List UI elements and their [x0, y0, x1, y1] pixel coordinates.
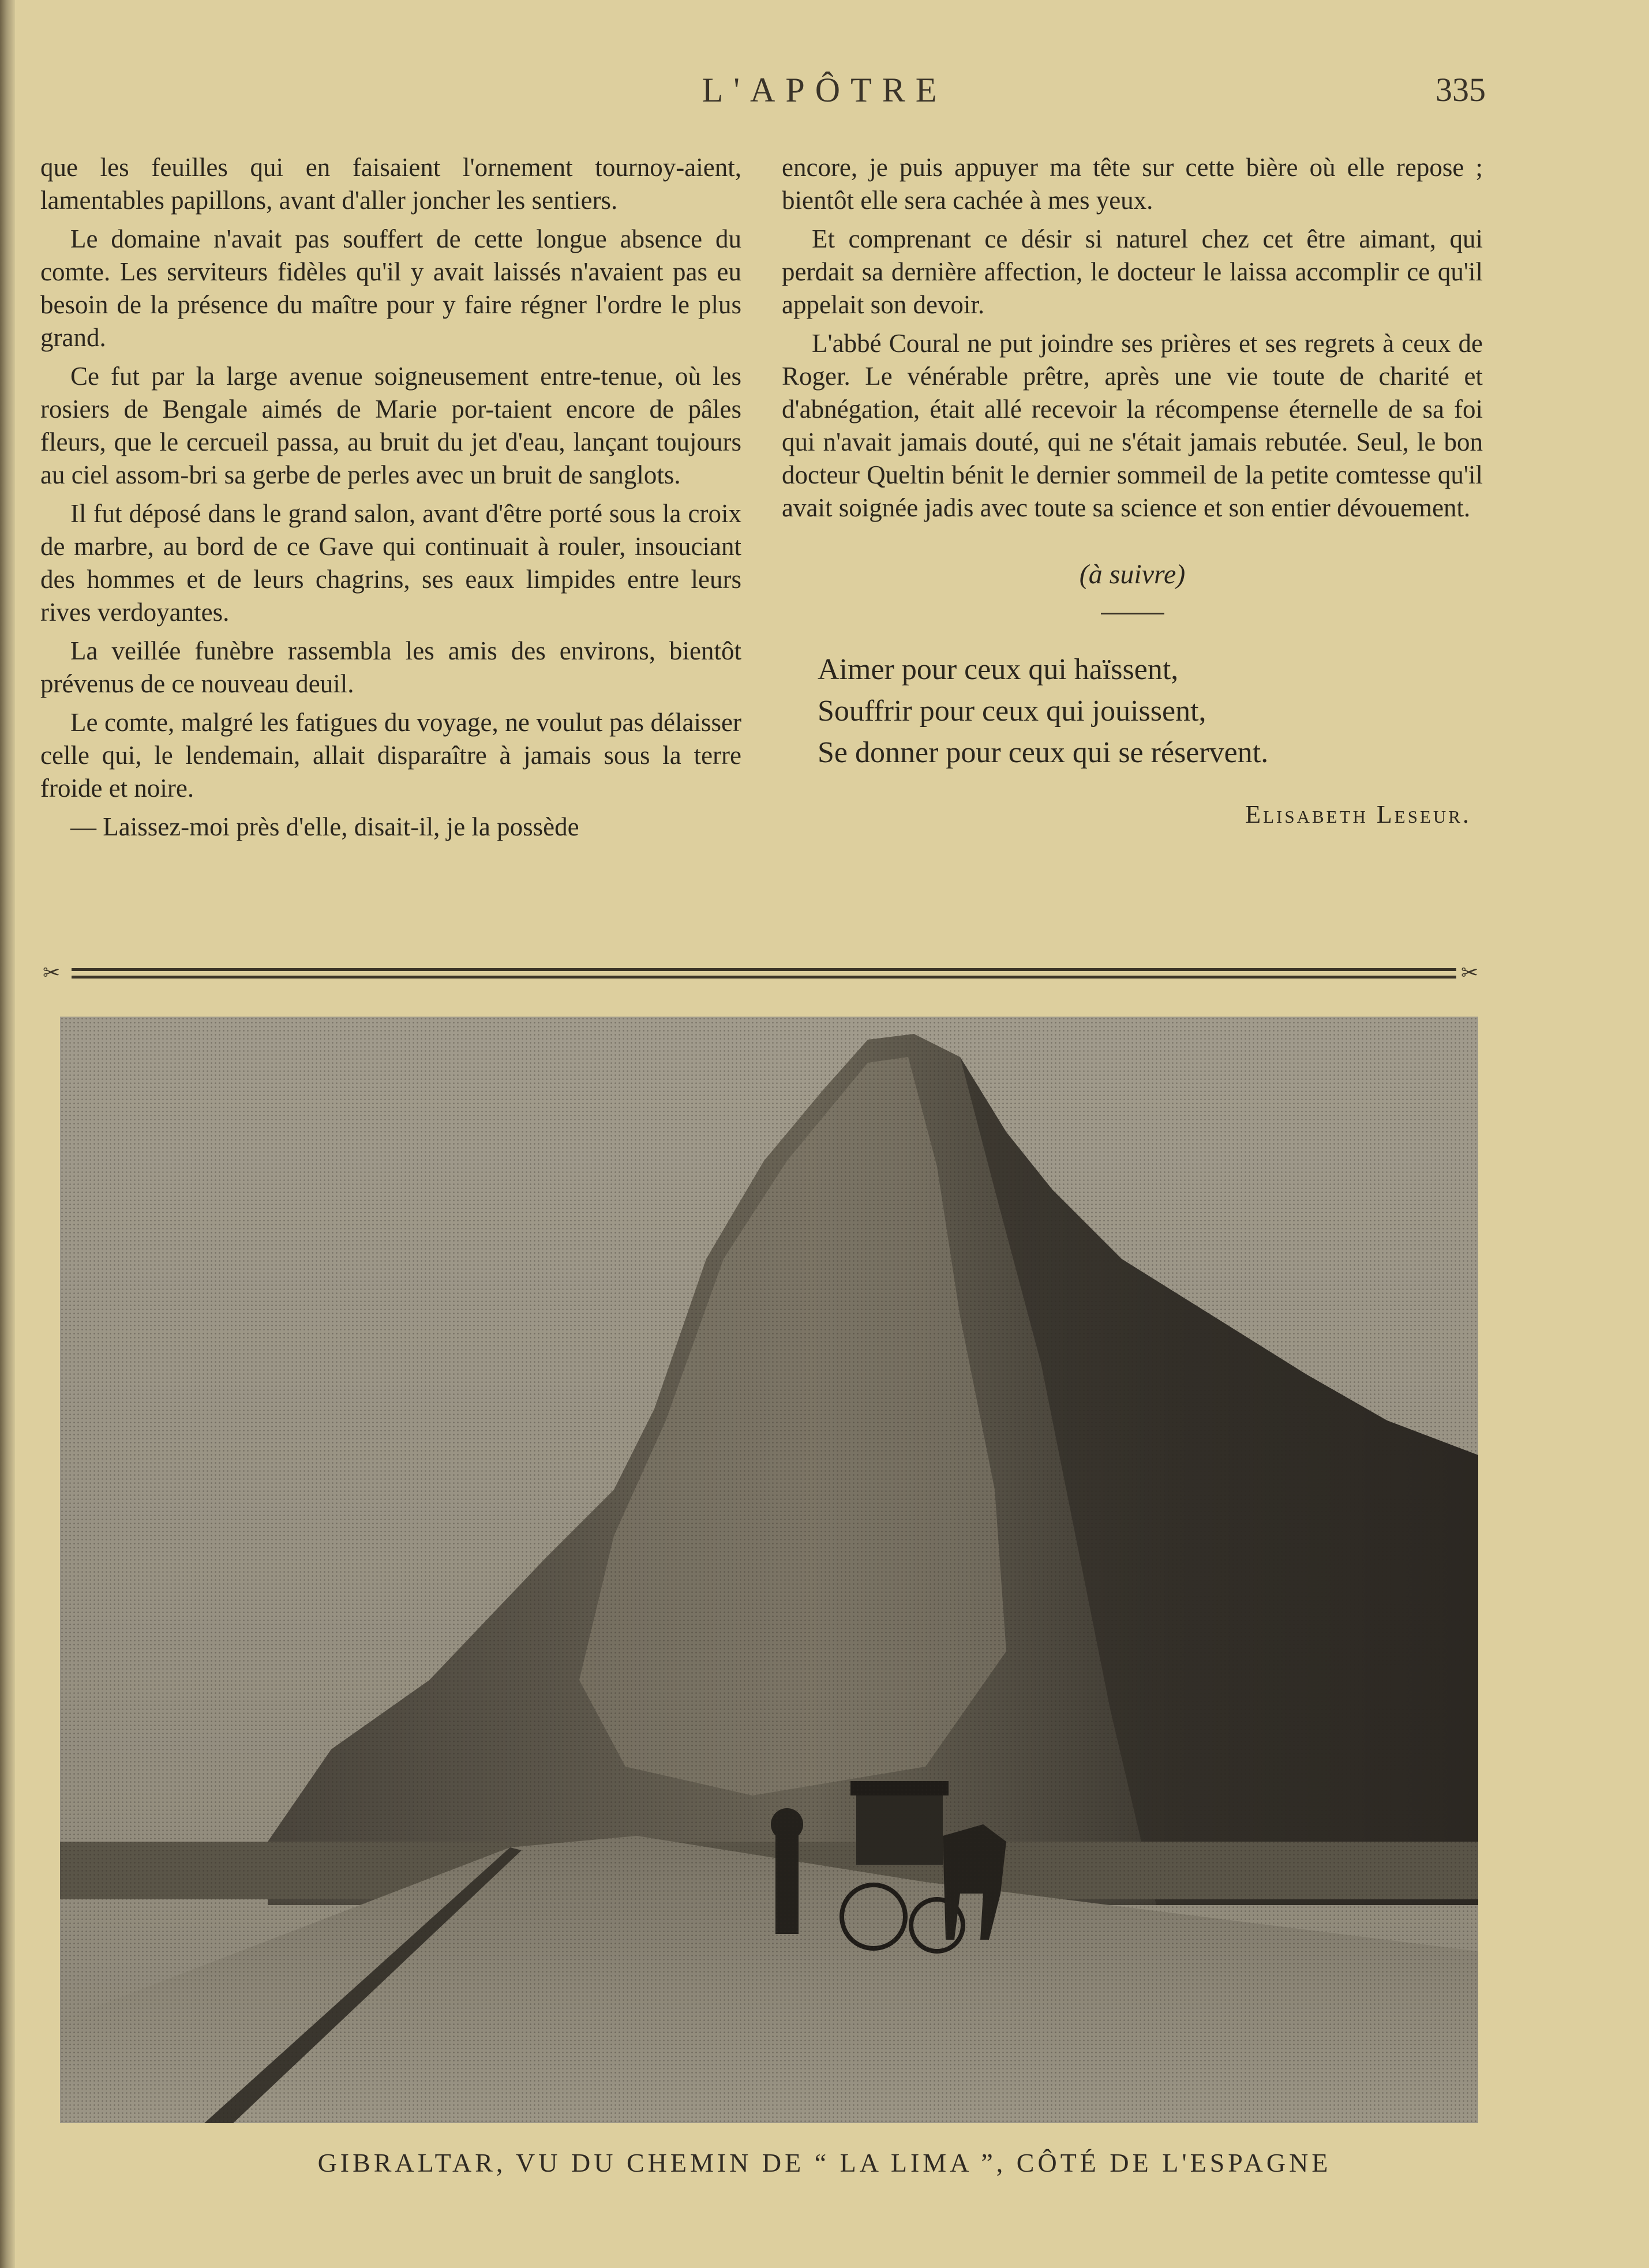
paragraph: Ce fut par la large avenue soigneusement entre-tenue, où les rosiers de Bengale aimés de Marie por-taient encore de pâles fleurs, que le cercueil passa, au bruit du jet d'eau, lançant toujours au ciel assom-bri sa gerbe de perles avec un bruit de sanglots. [40, 362, 741, 489]
halftone-screen [60, 1017, 1478, 2123]
right-column [782, 151, 1483, 831]
poem-line: Souffrir pour ceux qui jouissent, [818, 695, 1206, 728]
poem-line: Se donner pour ceux qui se réservent. [818, 736, 1269, 769]
author-signature: Elisabeth Leseur. [1245, 800, 1471, 829]
paragraph: Et comprenant ce désir si naturel chez cet être aimant, qui perdait sa dernière affection, le docteur le laissa accomplir ce qu'il appelait son devoir. [782, 224, 1483, 319]
section-divider [1101, 613, 1164, 614]
fleuron-right-icon: ✂ [1461, 961, 1479, 985]
to-be-continued: (à suivre) [1079, 559, 1186, 590]
paragraph: — Laissez-moi près d'elle, disait-il, je la possède [70, 812, 579, 841]
rule-line [72, 976, 1456, 979]
paragraph: L'abbé Coural ne put joindre ses prières et ses regrets à ceux de Roger. Le vénérable prêtre, après une vie toute de charité et d'abnégation, était allé recevoir la récompense éternelle de sa foi qui n'avait jamais douté, qui ne s'était jamais rebutée. Seul, le bon docteur Queltin bénit le dernier sommeil de la petite comtesse qu'il avait soignée jadis avec toute sa science et son entier dévouement. [782, 329, 1483, 522]
paragraph: Il fut déposé dans le grand salon, avant d'être porté sous la croix de marbre, au bord de ce Gave qui continuait à rouler, insouciant des hommes et de leurs chagrins, ses eaux limpides entre leurs rives verdoyantes. [40, 499, 741, 627]
fleuron-left-icon: ✂ [43, 961, 61, 985]
page-number: 335 [1436, 71, 1486, 108]
gibraltar-photograph [60, 1017, 1478, 2123]
poem-line: Aimer pour ceux qui haïssent, [818, 653, 1179, 686]
paragraph: encore, je puis appuyer ma tête sur cette bière où elle repose ; bientôt elle sera cachée à mes yeux. [782, 153, 1483, 215]
paragraph: La veillée funèbre rassembla les amis des environs, bientôt prévenus de ce nouveau deuil. [40, 636, 741, 698]
paragraph: Le domaine n'avait pas souffert de cette longue absence du comte. Les serviteurs fidèles qu'il y avait laissés n'avaient pas eu besoin de la présence du maître pour y faire régner l'ordre le plus grand. [40, 224, 741, 352]
poem [818, 649, 1483, 774]
paragraph: que les feuilles qui en faisaient l'ornement tournoy-aient, lamentables papillons, avant d'aller joncher les sentiers. [40, 153, 741, 215]
photo-caption: GIBRALTAR, VU DU CHEMIN DE “ LA LIMA ”, CÔTÉ DE L'ESPAGNE [317, 2148, 1332, 2177]
left-column [40, 151, 741, 849]
ornamental-rule [43, 960, 1485, 987]
paper-edge [0, 0, 15, 2268]
paragraph: Le comte, malgré les fatigues du voyage, ne voulut pas délaisser celle qui, le lendemain, allait disparaître à jamais sous la terre froide et noire. [40, 708, 741, 803]
running-title: L'APÔTRE [702, 71, 947, 109]
rule-line [72, 968, 1456, 971]
